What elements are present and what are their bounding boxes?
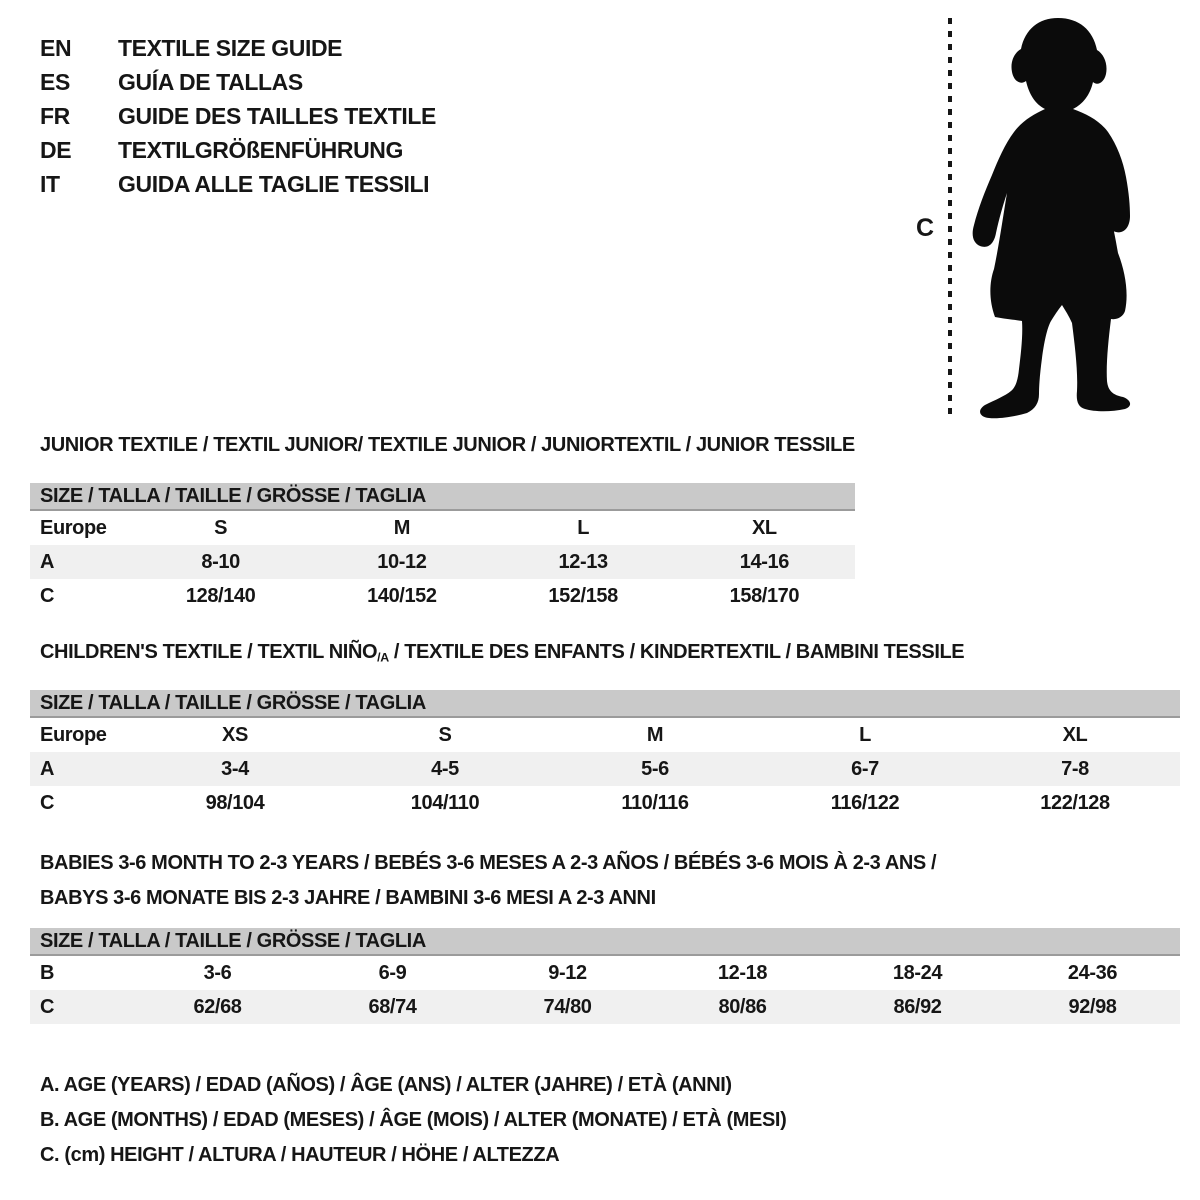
- height-cell: 140/152: [367, 584, 437, 607]
- size-cell: L: [577, 516, 590, 539]
- height-cell: 80/86: [718, 995, 767, 1018]
- row-label: B: [40, 961, 55, 984]
- language-title-list: [40, 31, 436, 201]
- age-cell: 5-6: [641, 757, 669, 780]
- size-cell: S: [214, 516, 228, 539]
- height-cell: 68/74: [368, 995, 417, 1018]
- language-code: DE: [40, 137, 72, 163]
- children-title-sub: /A: [377, 650, 389, 665]
- junior-section-title: JUNIOR TEXTILE / TEXTIL JUNIOR/ TEXTILE JUNIOR / JUNIORTEXTIL / JUNIOR TESSILE: [40, 434, 855, 456]
- age-cell: 6-9: [378, 961, 407, 984]
- footnote-b: B. AGE (MONTHS) / EDAD (MESES) / ÂGE (MOIS) / ALTER (MONATE) / ETÀ (MESI): [40, 1109, 787, 1131]
- height-measure-label: C: [916, 214, 934, 242]
- row-label: A: [40, 550, 55, 573]
- age-cell: 12-18: [717, 961, 768, 984]
- height-cell: 152/158: [548, 584, 618, 607]
- row-label: A: [40, 757, 55, 780]
- babies-title-line1: BABIES 3-6 MONTH TO 2-3 YEARS / BEBÉS 3-6 MESES A 2-3 AÑOS / BÉBÉS 3-6 MOIS À 2-3 ANS /: [40, 852, 937, 874]
- table-row-age: [30, 752, 1180, 786]
- children-title-main: CHILDREN'S TEXTILE / TEXTIL NIÑO: [40, 641, 378, 663]
- size-header-label: SIZE / TALLA / TAILLE / GRÖSSE / TAGLIA: [40, 691, 426, 714]
- size-header-band: [30, 690, 1180, 718]
- language-code: FR: [40, 103, 70, 129]
- age-cell: 8-10: [201, 550, 240, 573]
- babies-title-line2: BABYS 3-6 MONATE BIS 2-3 JAHRE / BAMBINI 3-6 MESI A 2-3 ANNI: [40, 887, 656, 909]
- height-cell: 158/170: [729, 584, 800, 607]
- row-label: C: [40, 995, 55, 1018]
- age-cell: 7-8: [1061, 757, 1089, 780]
- row-label: C: [40, 584, 55, 607]
- size-cell: S: [438, 723, 452, 746]
- children-title-rest: / TEXTILE DES ENFANTS / KINDERTEXTIL / BAMBINI TESSILE: [388, 641, 965, 663]
- guide-title: TEXTILE SIZE GUIDE: [118, 35, 343, 61]
- size-cell: L: [859, 723, 871, 746]
- height-cell: 92/98: [1068, 995, 1117, 1018]
- children-size-table: [30, 690, 1180, 820]
- babies-size-table: [30, 928, 1180, 1024]
- height-cell: 128/140: [185, 584, 256, 607]
- language-row-fr: [40, 99, 436, 133]
- table-row-age-months: [30, 956, 1180, 990]
- guide-title: GUIDA ALLE TAGLIE TESSILI: [118, 171, 430, 197]
- size-cell: XL: [1062, 723, 1088, 746]
- height-cell: 98/104: [205, 791, 265, 814]
- age-cell: 12-13: [558, 550, 608, 573]
- height-cell: 104/110: [410, 791, 480, 814]
- size-header-label: SIZE / TALLA / TAILLE / GRÖSSE / TAGLIA: [40, 929, 426, 952]
- height-measure-dotted-line: [948, 18, 952, 418]
- language-row-es: [40, 65, 436, 99]
- language-code: EN: [40, 35, 72, 61]
- age-cell: 4-5: [431, 757, 459, 780]
- babies-section-title: [40, 846, 936, 916]
- guide-title: GUIDE DES TAILLES TEXTILE: [118, 103, 436, 129]
- age-cell: 9-12: [548, 961, 587, 984]
- row-label: C: [40, 791, 55, 814]
- toddler-silhouette-icon: [962, 12, 1162, 432]
- language-row-it: [40, 167, 436, 201]
- guide-title: GUÍA DE TALLAS: [118, 69, 303, 95]
- height-cell: 74/80: [543, 995, 592, 1018]
- size-cell: M: [393, 516, 410, 539]
- size-header-label: SIZE / TALLA / TAILLE / GRÖSSE / TAGLIA: [40, 484, 426, 507]
- size-cell: M: [646, 723, 664, 746]
- size-cell: XL: [751, 516, 777, 539]
- size-header-band: [30, 483, 855, 511]
- language-code: IT: [40, 171, 60, 197]
- age-cell: 6-7: [851, 757, 879, 780]
- footnote-a: A. AGE (YEARS) / EDAD (AÑOS) / ÂGE (ANS) / ALTER (JAHRE) / ETÀ (ANNI): [40, 1074, 732, 1096]
- age-cell: 18-24: [892, 961, 943, 984]
- age-cell: 10-12: [377, 550, 427, 573]
- table-row-europe: [30, 511, 855, 545]
- height-cell: 62/68: [193, 995, 242, 1018]
- age-cell: 3-4: [221, 757, 249, 780]
- row-label: Europe: [40, 723, 107, 746]
- size-cell: XS: [222, 723, 248, 746]
- table-row-height: [30, 786, 1180, 820]
- guide-title: TEXTILGRÖßENFÜHRUNG: [118, 137, 403, 163]
- table-row-height: [30, 579, 855, 613]
- row-label: Europe: [40, 516, 107, 539]
- height-cell: 86/92: [893, 995, 942, 1018]
- age-cell: 14-16: [739, 550, 789, 573]
- language-row-en: [40, 31, 436, 65]
- table-row-height: [30, 990, 1180, 1024]
- language-row-de: [40, 133, 436, 167]
- junior-size-table: [30, 483, 855, 613]
- table-row-europe: [30, 718, 1180, 752]
- table-row-age: [30, 545, 855, 579]
- height-cell: 116/122: [830, 791, 900, 814]
- height-cell: 122/128: [1040, 791, 1110, 814]
- age-cell: 3-6: [203, 961, 232, 984]
- children-section-title: [40, 641, 964, 665]
- age-cell: 24-36: [1067, 961, 1118, 984]
- footnote-c: C. (cm) HEIGHT / ALTURA / HAUTEUR / HÖHE / ALTEZZA: [40, 1144, 560, 1166]
- height-cell: 110/116: [621, 791, 689, 814]
- footnotes: [40, 1068, 786, 1173]
- language-code: ES: [40, 69, 70, 95]
- size-header-band: [30, 928, 1180, 956]
